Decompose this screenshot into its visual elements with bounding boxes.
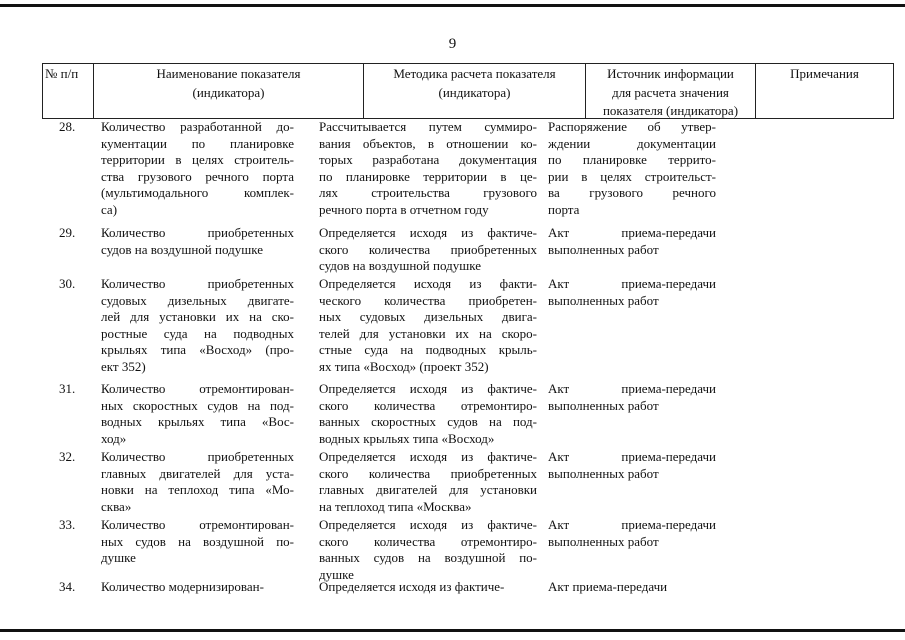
cell-text-line: ского количества приобретенных bbox=[319, 465, 537, 481]
row-source-cell bbox=[548, 517, 716, 550]
cell-text-line: ского количества приобретенных bbox=[319, 241, 537, 257]
row-method-cell bbox=[319, 579, 537, 596]
cell-text-line: ва грузового речного bbox=[548, 185, 716, 201]
header-col-name bbox=[94, 63, 364, 119]
row-name-cell bbox=[101, 449, 294, 515]
cell-text-line: кументации по планировке bbox=[101, 135, 294, 151]
cell-text-line: са) bbox=[101, 201, 118, 217]
cell-text-line: крыльях типа «Восход» (про- bbox=[101, 342, 294, 358]
row-method-cell bbox=[319, 381, 537, 447]
header-col-method-line: (индикатора) bbox=[438, 84, 511, 100]
cell-text-line: ства грузового речного порта bbox=[101, 168, 294, 184]
cell-text-line: ях типа «Восход» (проект 352) bbox=[319, 358, 489, 374]
top-border-line bbox=[0, 4, 905, 7]
cell-text-line: Количество приобретенных bbox=[101, 225, 294, 240]
cell-text-line: стные суда на подводных крыль- bbox=[319, 342, 537, 358]
cell-text-line: по планировке террито- bbox=[548, 152, 716, 168]
row-number: 32. bbox=[59, 449, 76, 464]
row-method-cell bbox=[319, 276, 537, 376]
cell-text-line: торых разработана документация bbox=[319, 152, 537, 168]
cell-text-line: судов на воздушной подушке bbox=[319, 258, 481, 274]
cell-text-line: ход» bbox=[101, 430, 127, 446]
cell-text-line: выполненных работ bbox=[548, 292, 659, 308]
cell-text-line: лей для установки их на ско- bbox=[101, 309, 294, 325]
header-col-name-line: (индикатора) bbox=[192, 84, 265, 100]
cell-text-line: выполненных работ bbox=[548, 533, 659, 549]
cell-text-line: Определяется исходя из фактиче- bbox=[319, 449, 537, 464]
row-name-cell bbox=[101, 381, 294, 447]
cell-text-line: Акт приема-передачи bbox=[548, 276, 716, 291]
row-name-cell bbox=[101, 119, 294, 219]
cell-text-line: ростные суда на подводных bbox=[101, 325, 294, 341]
cell-text-line: телей для установки их на скоро- bbox=[319, 325, 537, 341]
header-col-method bbox=[364, 63, 586, 119]
cell-text-line: душке bbox=[319, 566, 354, 582]
cell-text-line: Рассчитывается путем суммиро- bbox=[319, 119, 537, 134]
cell-text-line: ского количества отремонтиро- bbox=[319, 397, 537, 413]
cell-text-line: лях строительства грузового bbox=[319, 185, 537, 201]
cell-text-line: новки на теплоход типа «Мо- bbox=[101, 482, 294, 498]
cell-text-line: Количество разработанной до- bbox=[101, 119, 294, 134]
cell-text-line: Акт приема-передачи bbox=[548, 225, 716, 240]
row-number: 30. bbox=[59, 276, 76, 291]
cell-text-line: Акт приема-передачи bbox=[548, 517, 716, 532]
header-col-source-line: Источник информации bbox=[607, 66, 734, 81]
row-source-cell bbox=[548, 276, 716, 309]
cell-text-line: ванных судов на воздушной по- bbox=[319, 550, 537, 566]
row-source-cell bbox=[548, 449, 716, 482]
row-source-cell bbox=[548, 381, 716, 414]
row-source-cell bbox=[548, 225, 716, 258]
cell-text-line: территории в целях строитель- bbox=[101, 152, 294, 168]
row-source-cell bbox=[548, 119, 716, 219]
cell-text-line: выполненных работ bbox=[548, 397, 659, 413]
cell-text-line: ных судов на воздушной по- bbox=[101, 533, 294, 549]
cell-text-line: (мультимодального комплек- bbox=[101, 185, 294, 201]
cell-text-line: судов на воздушной подушке bbox=[101, 241, 263, 257]
cell-text-line: главных двигателей для установки bbox=[319, 482, 537, 498]
row-number: 33. bbox=[59, 517, 76, 532]
header-col-source bbox=[586, 63, 756, 119]
header-col-source-line: для расчета значения bbox=[612, 84, 729, 100]
cell-text-line: судовых дизельных двигате- bbox=[101, 292, 294, 308]
bottom-border-line bbox=[0, 629, 905, 632]
row-method-cell bbox=[319, 225, 537, 275]
cell-text-line: рии в целях строительст- bbox=[548, 168, 716, 184]
cell-text-line: водных крыльях типа «Вос- bbox=[101, 414, 294, 430]
cell-text-line: ского количества отремонтиро- bbox=[319, 533, 537, 549]
cell-text-line: выполненных работ bbox=[548, 465, 659, 481]
cell-text-line: Акт приема-передачи bbox=[548, 381, 716, 396]
cell-text-line: выполненных работ bbox=[548, 241, 659, 257]
cell-text-line: ных скоростных судов на под- bbox=[101, 397, 294, 413]
cell-text-line: по планировке территории в це- bbox=[319, 168, 537, 184]
header-col-method-line: Методика расчета показателя bbox=[393, 66, 556, 81]
header-col-source-line: показателя (индикатора) bbox=[602, 103, 739, 118]
cell-text-line: сква» bbox=[101, 498, 132, 514]
row-number: 28. bbox=[59, 119, 76, 134]
row-name-cell bbox=[101, 225, 294, 258]
cell-text-line: ванных скоростных судов на под- bbox=[319, 414, 537, 430]
cell-text-line: Количество модернизирован- bbox=[101, 579, 264, 594]
cell-text-line: вания объектов, в отношении ко- bbox=[319, 135, 537, 151]
header-col-notes bbox=[756, 63, 894, 119]
cell-text-line: ческого количества приобретен- bbox=[319, 292, 537, 308]
cell-text-line: Количество приобретенных bbox=[101, 449, 294, 464]
cell-text-line: ждении документации bbox=[548, 135, 716, 151]
cell-text-line: порта bbox=[548, 201, 580, 217]
cell-text-line: Распоряжение об утвер- bbox=[548, 119, 716, 134]
row-method-cell bbox=[319, 119, 537, 219]
cell-text-line: Количество отремонтирован- bbox=[101, 517, 294, 532]
header-col-name-line: Наименование показателя bbox=[156, 66, 301, 81]
cell-text-line: ект 352) bbox=[101, 358, 146, 374]
cell-text-line: душке bbox=[101, 550, 136, 566]
row-number: 29. bbox=[59, 225, 76, 240]
cell-text-line: Определяется исходя из фактиче- bbox=[319, 225, 537, 240]
cell-text-line: Определяется исходя из фактиче- bbox=[319, 579, 505, 594]
cell-text-line: Количество отремонтирован- bbox=[101, 381, 294, 396]
cell-text-line: ных судовых дизельных двига- bbox=[319, 309, 537, 325]
row-number: 34. bbox=[59, 579, 76, 594]
cell-text-line: на теплоход типа «Москва» bbox=[319, 498, 472, 514]
row-name-cell bbox=[101, 276, 294, 376]
row-source-cell bbox=[548, 579, 716, 596]
row-name-cell bbox=[101, 579, 294, 596]
page-number: 9 bbox=[448, 36, 457, 52]
cell-text-line: главных двигателей для уста- bbox=[101, 465, 294, 481]
header-col-notes-label: Примечания bbox=[790, 66, 859, 81]
cell-text-line: Количество приобретенных bbox=[101, 276, 294, 291]
cell-text-line: Определяется исходя из фактиче- bbox=[319, 381, 537, 396]
cell-text-line: водных крыльях типа «Восход» bbox=[319, 430, 495, 446]
row-name-cell bbox=[101, 517, 294, 567]
header-col-number bbox=[42, 63, 94, 119]
cell-text-line: Определяется исходя из фактиче- bbox=[319, 517, 537, 532]
cell-text-line: Акт приема-передачи bbox=[548, 579, 668, 594]
row-method-cell bbox=[319, 449, 537, 515]
row-method-cell bbox=[319, 517, 537, 583]
cell-text-line: Определяется исходя из факти- bbox=[319, 276, 537, 291]
cell-text-line: Акт приема-передачи bbox=[548, 449, 716, 464]
row-number: 31. bbox=[59, 381, 76, 396]
header-col-number-label: № п/п bbox=[45, 66, 79, 81]
cell-text-line: речного порта в отчетном году bbox=[319, 201, 489, 217]
